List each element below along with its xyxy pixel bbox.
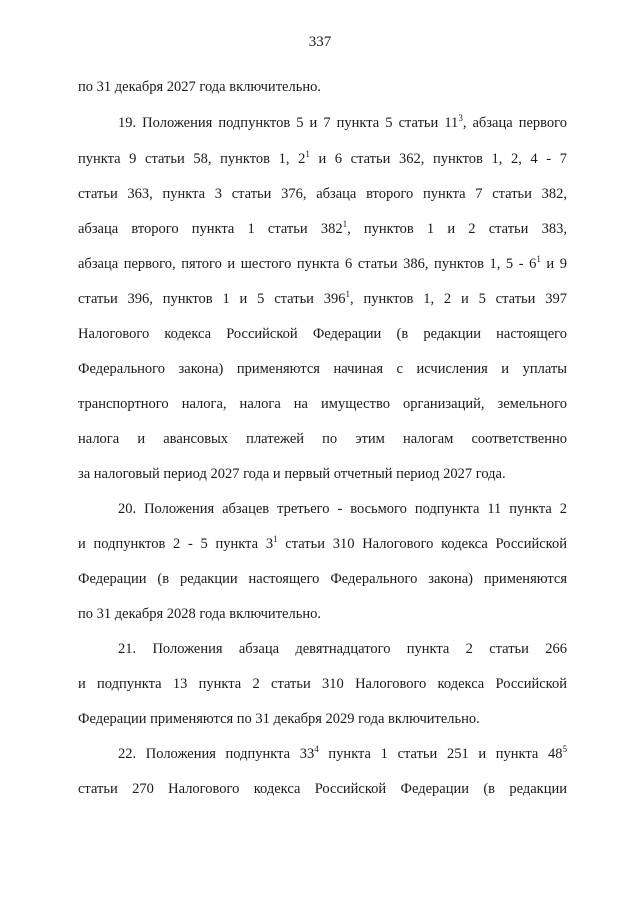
text-line xyxy=(78,255,567,273)
text-line xyxy=(78,430,567,448)
text-segment: статьи 310 Налогового кодекса Российской xyxy=(277,536,567,552)
text-segment: статьи 270 Налогового кодекса Российской Федерации (в редакции xyxy=(78,781,567,797)
text-segment: , абзаца первого xyxy=(462,115,567,131)
text-line xyxy=(78,535,567,553)
text-line xyxy=(78,78,567,96)
superscript: 1 xyxy=(536,254,541,264)
text-line xyxy=(78,395,567,413)
text-segment: транспортного налога, налога на имущество организаций, земельного xyxy=(78,396,567,412)
text-segment: , пунктов 1 и 2 статьи 383, xyxy=(347,221,567,237)
text-segment: статьи 363, пункта 3 статьи 376, абзаца второго пункта 7 статьи 382, xyxy=(78,186,567,202)
superscript: 1 xyxy=(273,534,278,544)
text-segment: 19. Положения подпунктов 5 и 7 пункта 5 статьи 11 xyxy=(118,115,459,131)
text-segment: 21. Положения абзаца девятнадцатого пункта 2 статьи 266 xyxy=(118,641,567,657)
text-segment: Федерации (в редакции настоящего Федерального закона) применяются xyxy=(78,571,567,587)
text-segment: Федерального закона) применяются начиная с исчисления и уплаты xyxy=(78,361,567,377)
text-line xyxy=(118,114,567,132)
text-segment: по 31 декабря 2027 года включительно. xyxy=(78,79,321,95)
text-segment: и подпункта 13 пункта 2 статьи 310 Налогового кодекса Российской xyxy=(78,676,567,692)
text-segment: и подпунктов 2 - 5 пункта 3 xyxy=(78,536,274,552)
text-segment: и 9 xyxy=(540,256,567,272)
text-segment: 22. Положения подпункта 33 xyxy=(118,746,315,762)
text-line xyxy=(78,710,567,728)
text-segment: абзаца второго пункта 1 статьи 382 xyxy=(78,221,343,237)
text-segment: налога и авансовых платежей по этим налогам соответственно xyxy=(78,431,567,447)
text-line xyxy=(78,465,567,483)
superscript: 1 xyxy=(305,149,310,159)
text-line xyxy=(78,220,567,238)
superscript: 4 xyxy=(314,744,319,754)
text-segment: Федерации применяются по 31 декабря 2029 года включительно. xyxy=(78,711,480,727)
superscript: 3 xyxy=(458,113,463,123)
text-segment: , пунктов 1, 2 и 5 статьи 397 xyxy=(350,291,567,307)
text-line xyxy=(78,570,567,588)
text-segment: абзаца первого, пятого и шестого пункта 6 статьи 386, пунктов 1, 5 - 6 xyxy=(78,256,537,272)
text-segment: пункта 1 статьи 251 и пункта 48 xyxy=(318,746,563,762)
text-line xyxy=(78,360,567,378)
text-line xyxy=(118,500,567,518)
text-line xyxy=(78,290,567,308)
text-segment: и 6 статьи 362, пунктов 1, 2, 4 - 7 xyxy=(309,151,567,167)
superscript: 1 xyxy=(345,289,351,299)
text-segment: по 31 декабря 2028 года включительно. xyxy=(78,606,321,622)
text-line xyxy=(78,150,567,168)
superscript: 5 xyxy=(562,744,568,754)
text-segment: 20. Положения абзацев третьего - восьмого подпункта 11 пункта 2 xyxy=(118,501,567,517)
text-segment: пункта 9 статьи 58, пунктов 1, 2 xyxy=(78,151,306,167)
text-line xyxy=(78,185,567,203)
text-line xyxy=(78,780,567,798)
text-line xyxy=(78,675,567,693)
text-line xyxy=(78,325,567,343)
text-line xyxy=(118,640,567,658)
text-segment: за налоговый период 2027 года и первый отчетный период 2027 года. xyxy=(78,466,506,482)
text-segment: Налогового кодекса Российской Федерации (в редакции настоящего xyxy=(78,326,567,342)
page-number: 337 xyxy=(308,34,332,50)
text-line xyxy=(78,605,567,623)
superscript: 1 xyxy=(342,219,348,229)
text-segment: статьи 396, пунктов 1 и 5 статьи 396 xyxy=(78,291,346,307)
text-line xyxy=(118,745,567,763)
